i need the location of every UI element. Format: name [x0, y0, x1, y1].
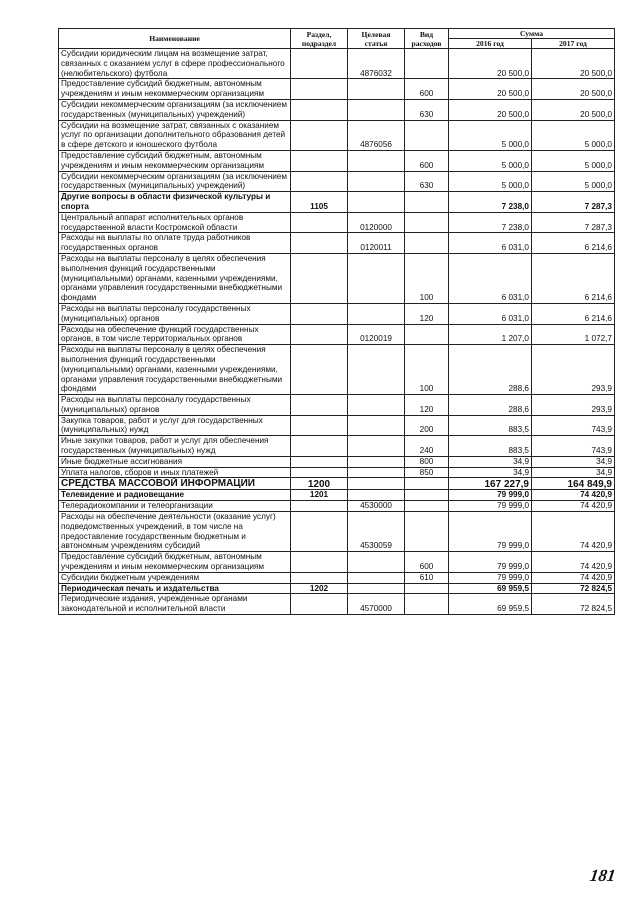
header-sum: Сумма	[449, 29, 615, 39]
row-expense-cell: 120	[405, 303, 449, 324]
row-article-cell	[348, 192, 405, 213]
table-row	[59, 345, 615, 395]
row-expense-cell: 120	[405, 395, 449, 416]
row-expense-cell	[405, 594, 449, 615]
table-row	[59, 120, 615, 150]
row-section-cell	[291, 512, 348, 552]
table-row	[59, 212, 615, 233]
row-expense-cell: 600	[405, 552, 449, 573]
row-sum-2017-cell: 74 420,9	[532, 552, 615, 573]
row-section-cell: 1201	[291, 490, 348, 501]
row-expense-cell	[405, 583, 449, 594]
row-sum-2017-cell: 743,9	[532, 415, 615, 436]
row-article-cell: 4876032	[348, 49, 405, 79]
table-row	[59, 171, 615, 192]
header-year-2016: 2016 год	[449, 39, 532, 49]
table-row	[59, 436, 615, 457]
row-name-cell: Субсидии некоммерческим организациям (за исключением государственных (муниципальных) учреждений)	[59, 99, 291, 120]
row-article-cell	[348, 583, 405, 594]
row-name-cell: Расходы на выплаты по оплате труда работников государственных органов	[59, 233, 291, 254]
row-sum-2016-cell: 69 959,5	[449, 594, 532, 615]
row-name-cell: Расходы на выплаты персоналу государственных (муниципальных) органов	[59, 303, 291, 324]
row-article-cell	[348, 478, 405, 490]
row-name-cell: Расходы на выплаты персоналу государственных (муниципальных) органов	[59, 395, 291, 416]
row-sum-2016-cell: 79 999,0	[449, 512, 532, 552]
row-expense-cell	[405, 192, 449, 213]
row-name-cell: Предоставление субсидий бюджетным, автономным учреждениям и иным некоммерческим организациям	[59, 552, 291, 573]
row-article-cell	[348, 303, 405, 324]
row-sum-2016-cell: 6 031,0	[449, 233, 532, 254]
header-expense-type: Вид расходов	[405, 29, 449, 49]
row-section-cell	[291, 436, 348, 457]
row-section-cell	[291, 324, 348, 345]
row-section-cell	[291, 99, 348, 120]
row-sum-2017-cell: 20 500,0	[532, 99, 615, 120]
row-article-cell	[348, 150, 405, 171]
row-name-cell: Центральный аппарат исполнительных органов государственной власти Костромской области	[59, 212, 291, 233]
table-row	[59, 395, 615, 416]
table-row	[59, 501, 615, 512]
row-sum-2017-cell: 74 420,9	[532, 572, 615, 583]
row-sum-2017-cell: 7 287,3	[532, 192, 615, 213]
header-year-2017: 2017 год	[532, 39, 615, 49]
row-expense-cell: 240	[405, 436, 449, 457]
row-sum-2017-cell: 6 214,6	[532, 253, 615, 303]
row-expense-cell: 600	[405, 79, 449, 100]
table-row	[59, 478, 615, 490]
row-name-cell: Расходы на обеспечение деятельности (оказание услуг) подведомственных учреждений, в том числе на предоставление государственным бюджетным и автономным учреждениям субсидий	[59, 512, 291, 552]
row-expense-cell	[405, 212, 449, 233]
row-expense-cell: 630	[405, 99, 449, 120]
row-article-cell: 4530059	[348, 512, 405, 552]
table-body	[59, 49, 615, 615]
row-article-cell	[348, 490, 405, 501]
row-name-cell: Иные закупки товаров, работ и услуг для обеспечения государственных (муниципальных) нужд	[59, 436, 291, 457]
row-sum-2016-cell: 5 000,0	[449, 150, 532, 171]
table-row	[59, 192, 615, 213]
row-name-cell: СРЕДСТВА МАССОВОЙ ИНФОРМАЦИИ	[59, 478, 291, 490]
row-article-cell	[348, 467, 405, 478]
row-section-cell	[291, 552, 348, 573]
row-expense-cell: 630	[405, 171, 449, 192]
row-name-cell: Субсидии юридическим лицам на возмещение затрат, связанных с оказанием услуг в сфере профессионального (нелюбительского) футбола	[59, 49, 291, 79]
row-sum-2016-cell: 5 000,0	[449, 171, 532, 192]
table-row	[59, 456, 615, 467]
row-expense-cell: 800	[405, 456, 449, 467]
row-sum-2017-cell: 293,9	[532, 345, 615, 395]
row-sum-2017-cell: 34,9	[532, 456, 615, 467]
row-sum-2017-cell: 5 000,0	[532, 120, 615, 150]
row-section-cell: 1105	[291, 192, 348, 213]
row-article-cell: 4876056	[348, 120, 405, 150]
row-sum-2017-cell: 74 420,9	[532, 490, 615, 501]
row-expense-cell	[405, 49, 449, 79]
table-row	[59, 583, 615, 594]
row-section-cell	[291, 150, 348, 171]
row-expense-cell	[405, 478, 449, 490]
row-section-cell	[291, 49, 348, 79]
row-section-cell	[291, 212, 348, 233]
row-section-cell	[291, 345, 348, 395]
row-section-cell	[291, 467, 348, 478]
row-name-cell: Другие вопросы в области физической культуры и спорта	[59, 192, 291, 213]
row-name-cell: Расходы на обеспечение функций государственных органов, в том числе территориальных органов	[59, 324, 291, 345]
page-number: 181	[588, 866, 617, 885]
row-name-cell: Субсидии бюджетным учреждениям	[59, 572, 291, 583]
header-article: Целевая статья	[348, 29, 405, 49]
row-sum-2016-cell: 79 999,0	[449, 490, 532, 501]
row-section-cell	[291, 120, 348, 150]
row-name-cell: Субсидии некоммерческим организациям (за исключением государственных (муниципальных) учреждений)	[59, 171, 291, 192]
row-name-cell: Расходы на выплаты персоналу в целях обеспечения выполнения функций государственными (муниципальными) органами, казенными учреждениями, органами управления государственными внебюджетными фондами	[59, 253, 291, 303]
row-sum-2017-cell: 6 214,6	[532, 303, 615, 324]
row-article-cell	[348, 253, 405, 303]
row-sum-2016-cell: 167 227,9	[449, 478, 532, 490]
row-sum-2017-cell: 20 500,0	[532, 49, 615, 79]
row-sum-2016-cell: 6 031,0	[449, 253, 532, 303]
row-section-cell: 1200	[291, 478, 348, 490]
row-expense-cell: 600	[405, 150, 449, 171]
row-sum-2016-cell: 20 500,0	[449, 99, 532, 120]
table-row	[59, 594, 615, 615]
row-sum-2017-cell: 34,9	[532, 467, 615, 478]
row-article-cell	[348, 456, 405, 467]
row-article-cell: 0120019	[348, 324, 405, 345]
row-sum-2016-cell: 288,6	[449, 395, 532, 416]
row-expense-cell: 100	[405, 345, 449, 395]
row-sum-2016-cell: 20 500,0	[449, 49, 532, 79]
row-sum-2017-cell: 164 849,9	[532, 478, 615, 490]
row-sum-2016-cell: 20 500,0	[449, 79, 532, 100]
row-name-cell: Предоставление субсидий бюджетным, автономным учреждениям и иным некоммерческим организациям	[59, 79, 291, 100]
table-row	[59, 303, 615, 324]
table-row	[59, 150, 615, 171]
row-article-cell	[348, 436, 405, 457]
row-article-cell	[348, 79, 405, 100]
row-name-cell: Закупка товаров, работ и услуг для государственных (муниципальных) нужд	[59, 415, 291, 436]
row-sum-2017-cell: 72 824,5	[532, 594, 615, 615]
row-section-cell	[291, 456, 348, 467]
header-name: Наименование	[59, 29, 291, 49]
row-expense-cell	[405, 233, 449, 254]
row-sum-2017-cell: 6 214,6	[532, 233, 615, 254]
row-sum-2016-cell: 5 000,0	[449, 120, 532, 150]
row-article-cell	[348, 99, 405, 120]
row-expense-cell	[405, 512, 449, 552]
row-expense-cell: 100	[405, 253, 449, 303]
table-row	[59, 233, 615, 254]
table-row	[59, 415, 615, 436]
table-row	[59, 79, 615, 100]
row-expense-cell	[405, 324, 449, 345]
row-sum-2016-cell: 79 999,0	[449, 552, 532, 573]
row-sum-2016-cell: 69 959,5	[449, 583, 532, 594]
row-article-cell: 4570000	[348, 594, 405, 615]
row-article-cell	[348, 552, 405, 573]
table-row	[59, 253, 615, 303]
row-sum-2016-cell: 79 999,0	[449, 501, 532, 512]
row-sum-2016-cell: 6 031,0	[449, 303, 532, 324]
row-expense-cell: 610	[405, 572, 449, 583]
row-section-cell	[291, 253, 348, 303]
row-section-cell	[291, 415, 348, 436]
row-section-cell	[291, 395, 348, 416]
row-sum-2017-cell: 743,9	[532, 436, 615, 457]
row-sum-2017-cell: 293,9	[532, 395, 615, 416]
row-article-cell: 0120011	[348, 233, 405, 254]
table-row	[59, 324, 615, 345]
row-section-cell	[291, 501, 348, 512]
row-expense-cell: 200	[405, 415, 449, 436]
table-row	[59, 99, 615, 120]
row-article-cell: 4530000	[348, 501, 405, 512]
row-sum-2016-cell: 883,5	[449, 436, 532, 457]
row-section-cell	[291, 303, 348, 324]
row-article-cell	[348, 415, 405, 436]
table-row	[59, 467, 615, 478]
row-section-cell	[291, 572, 348, 583]
table-row	[59, 490, 615, 501]
row-article-cell: 0120000	[348, 212, 405, 233]
row-sum-2017-cell: 74 420,9	[532, 512, 615, 552]
row-name-cell: Телевидение и радиовещание	[59, 490, 291, 501]
row-name-cell: Предоставление субсидий бюджетным, автономным учреждениям и иным некоммерческим организациям	[59, 150, 291, 171]
row-expense-cell: 850	[405, 467, 449, 478]
row-name-cell: Иные бюджетные ассигнования	[59, 456, 291, 467]
row-sum-2016-cell: 34,9	[449, 467, 532, 478]
row-section-cell	[291, 594, 348, 615]
row-sum-2016-cell: 79 999,0	[449, 572, 532, 583]
row-name-cell: Периодические издания, учрежденные органами законодательной и исполнительной власти	[59, 594, 291, 615]
row-expense-cell	[405, 501, 449, 512]
row-sum-2017-cell: 5 000,0	[532, 150, 615, 171]
row-section-cell	[291, 171, 348, 192]
row-sum-2017-cell: 72 824,5	[532, 583, 615, 594]
row-article-cell	[348, 345, 405, 395]
table-row	[59, 49, 615, 79]
row-section-cell	[291, 233, 348, 254]
row-name-cell: Расходы на выплаты персоналу в целях обеспечения выполнения функций государственными (муниципальными) органами, казенными учреждениями, органами управления государственными внебюджетными фондами	[59, 345, 291, 395]
row-article-cell	[348, 572, 405, 583]
table-row	[59, 552, 615, 573]
row-sum-2016-cell: 1 207,0	[449, 324, 532, 345]
row-article-cell	[348, 395, 405, 416]
row-sum-2017-cell: 74 420,9	[532, 501, 615, 512]
row-sum-2016-cell: 7 238,0	[449, 192, 532, 213]
row-sum-2017-cell: 5 000,0	[532, 171, 615, 192]
row-article-cell	[348, 171, 405, 192]
row-expense-cell	[405, 120, 449, 150]
row-name-cell: Уплата налогов, сборов и иных платежей	[59, 467, 291, 478]
header-section: Раздел, подраздел	[291, 29, 348, 49]
row-expense-cell	[405, 490, 449, 501]
row-sum-2016-cell: 288,6	[449, 345, 532, 395]
row-sum-2016-cell: 883,5	[449, 415, 532, 436]
row-sum-2016-cell: 7 238,0	[449, 212, 532, 233]
row-sum-2017-cell: 7 287,3	[532, 212, 615, 233]
table-row	[59, 512, 615, 552]
row-name-cell: Телерадиокомпании и телеорганизации	[59, 501, 291, 512]
row-sum-2017-cell: 1 072,7	[532, 324, 615, 345]
row-name-cell: Субсидии на возмещение затрат, связанных с оказанием услуг по организации дополнительного образования детей в сфере детского и юношеского футбола	[59, 120, 291, 150]
row-sum-2016-cell: 34,9	[449, 456, 532, 467]
row-section-cell: 1202	[291, 583, 348, 594]
row-sum-2017-cell: 20 500,0	[532, 79, 615, 100]
row-name-cell: Периодическая печать и издательства	[59, 583, 291, 594]
table-row	[59, 572, 615, 583]
budget-table	[58, 28, 615, 615]
row-section-cell	[291, 79, 348, 100]
